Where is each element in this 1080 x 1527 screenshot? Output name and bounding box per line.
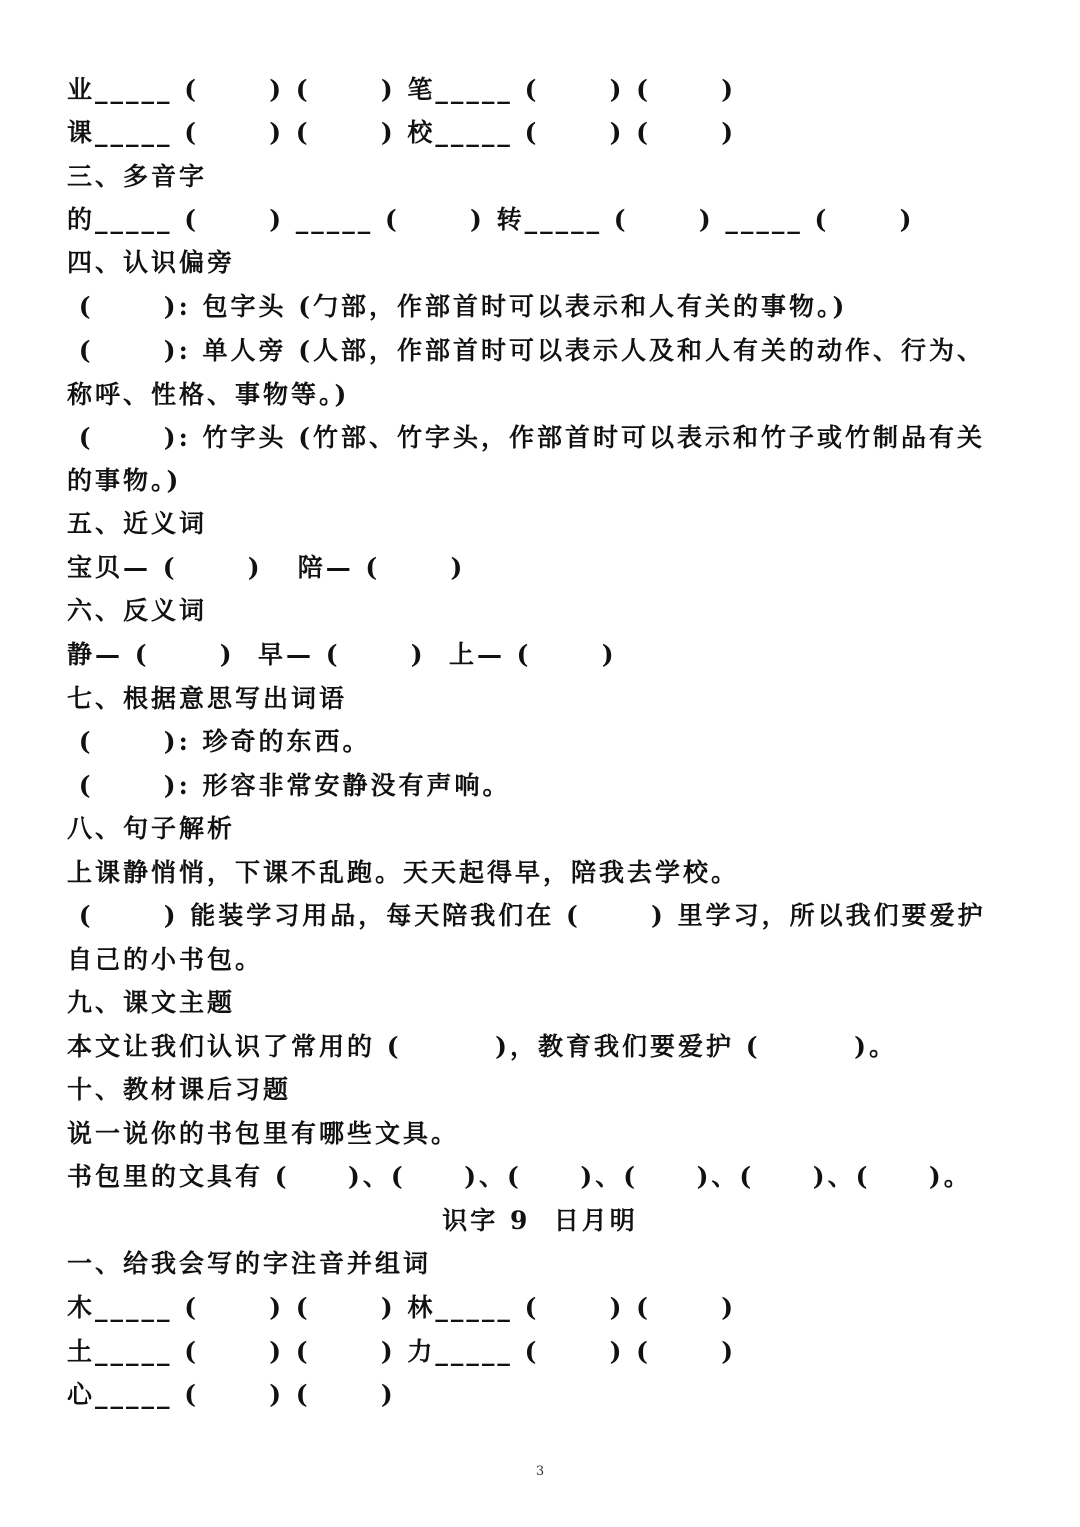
line-17: ( ): 形容非常安静没有声响。 [67,771,511,800]
line-7: ( ): 单人旁 (人部，作部首时可以表示人及和人有关的动作、行为、 [67,336,986,365]
line-14: 静— ( ) 早— ( ) 上— ( ) [67,640,617,669]
section-heading: 六、反义词 [67,596,208,625]
section-heading: 一、给我会写的字注音并组词 [67,1249,432,1278]
section-heading: 七、根据意思写出词语 [67,684,348,713]
section-heading: 五、近义词 [67,509,208,538]
line-31: 心_____ ( ) ( ) [67,1380,396,1409]
line-12: 宝贝— ( ) 陪— ( ) [67,553,466,582]
section-heading: 三、多音字 [67,162,208,191]
line-29: 木_____ ( ) ( ) 林_____ ( ) ( ) [67,1293,737,1322]
page-number: 3 [535,1464,545,1479]
line-30: 土_____ ( ) ( ) 力_____ ( ) ( ) [67,1337,737,1366]
line-16: ( ): 珍奇的东西。 [67,727,371,756]
section-heading: 四、认识偏旁 [67,248,236,277]
line-6: ( ): 包字头 (勹部，作部首时可以表示和人有关的事物。) [67,292,848,321]
line-23: 本文让我们认识了常用的 ( )，教育我们要爱护 ( )。 [67,1032,897,1061]
line-25: 说一说你的书包里有哪些文具。 [67,1119,460,1148]
line-1: 业_____ ( ) ( ) 笔_____ ( ) ( ) [67,75,737,104]
section-heading: 十、教材课后习题 [67,1075,292,1104]
line-2: 课_____ ( ) ( ) 校_____ ( ) ( ) [67,118,737,147]
line-9: ( ): 竹字头 (竹部、竹字头，作部首时可以表示和竹子或竹制品有关 [67,423,986,452]
section-heading: 八、句子解析 [67,814,236,843]
line-26: 书包里的文具有 ( )、( )、( )、( )、( )、( )。 [67,1162,972,1191]
line-21: 自己的小书包。 [67,945,264,974]
section-heading: 九、课文主题 [67,988,236,1017]
line-19: 上课静悄悄，下课不乱跑。天天起得早，陪我去学校。 [67,858,740,887]
lesson-title: 识字 9 日月明 [442,1206,638,1235]
line-4: 的_____ ( ) _____ ( ) 转_____ ( ) _____ ( ) [67,205,915,234]
line-10: 的事物。) [67,466,182,495]
line-20: ( ) 能装学习用品，每天陪我们在 ( ) 里学习，所以我们要爱护 [67,901,986,930]
line-8: 称呼、性格、事物等。) [67,380,350,409]
